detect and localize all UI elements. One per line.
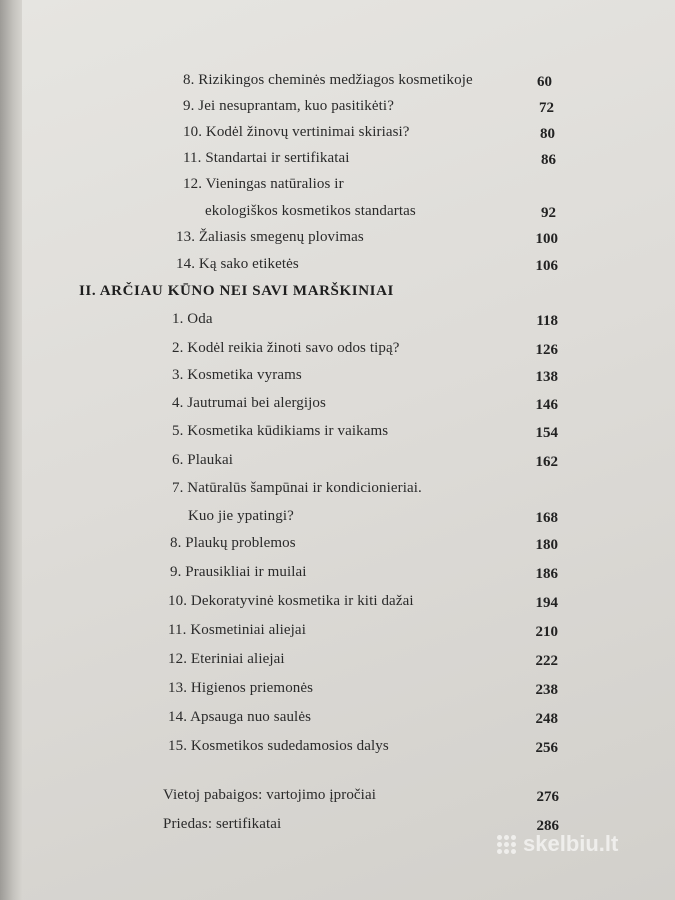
toc-entry: 7. Natūralūs šampūnai ir kondicionieriai. bbox=[172, 480, 422, 496]
toc-entry: 3. Kosmetika vyrams bbox=[172, 367, 302, 383]
toc-page-number: 118 bbox=[536, 313, 558, 329]
toc-page-number: 72 bbox=[539, 100, 554, 116]
toc-entry: 12. Eteriniai aliejai bbox=[168, 651, 285, 667]
toc-page-number: 146 bbox=[535, 397, 558, 413]
toc-entry-continuation: ekologiškos kosmetikos standartas bbox=[205, 203, 416, 219]
toc-page-number: 180 bbox=[535, 537, 558, 553]
toc-entry: 1. Oda bbox=[172, 311, 213, 327]
toc-entry: 15. Kosmetikos sudedamosios dalys bbox=[168, 738, 389, 754]
toc-page-number: 86 bbox=[541, 152, 556, 168]
toc-page-number: 138 bbox=[535, 369, 558, 385]
toc-entry: 11. Kosmetiniai aliejai bbox=[168, 622, 306, 638]
toc-page-number: 286 bbox=[536, 818, 559, 834]
toc-entry: 13. Žaliasis smegenų plovimas bbox=[176, 229, 364, 245]
toc-page-number: 106 bbox=[535, 258, 558, 274]
toc-entry: 8. Plaukų problemos bbox=[170, 535, 296, 551]
toc-entry: 8. Rizikingos cheminės medžiagos kosmetikoje bbox=[183, 72, 473, 88]
section-heading: II. ARČIAU KŪNO NEI SAVI MARŠKINIAI bbox=[79, 283, 394, 299]
toc-page-number: 222 bbox=[535, 653, 558, 669]
toc-entry: Vietoj pabaigos: vartojimo įpročiai bbox=[163, 787, 376, 803]
toc-page-number: 238 bbox=[535, 682, 558, 698]
toc-page-number: 256 bbox=[535, 740, 558, 756]
toc-page-number: 194 bbox=[535, 595, 558, 611]
toc-entry-continuation: Kuo jie ypatingi? bbox=[188, 508, 294, 524]
book-spine-shadow bbox=[0, 0, 22, 900]
toc-page-number: 168 bbox=[535, 510, 558, 526]
toc-page-number: 100 bbox=[535, 231, 558, 247]
toc-entry: 12. Vieningas natūralios ir bbox=[183, 176, 344, 192]
toc-entry: 9. Prausikliai ir muilai bbox=[170, 564, 307, 580]
watermark-text: skelbiu.lt bbox=[523, 831, 619, 856]
toc-page-number: 126 bbox=[535, 342, 558, 358]
toc-page-number: 154 bbox=[535, 425, 558, 441]
toc-entry: 10. Dekoratyvinė kosmetika ir kiti dažai bbox=[168, 593, 414, 609]
toc-page-number: 162 bbox=[535, 454, 558, 470]
toc-entry: 14. Ką sako etiketės bbox=[176, 256, 299, 272]
toc-entry: 13. Higienos priemonės bbox=[168, 680, 314, 696]
toc-page-number: 210 bbox=[535, 624, 558, 640]
toc-page-number: 186 bbox=[535, 566, 558, 582]
toc-page-number: 92 bbox=[541, 205, 556, 221]
toc-entry: 2. Kodėl reikia žinoti savo odos tipą? bbox=[172, 340, 400, 356]
toc-entry: 6. Plaukai bbox=[172, 452, 233, 468]
watermark-logo bbox=[497, 830, 618, 858]
toc-entry: Priedas: sertifikatai bbox=[163, 816, 282, 832]
toc-entry: 14. Apsauga nuo saulės bbox=[168, 709, 312, 725]
toc-entry: 9. Jei nesuprantam, kuo pasitikėti? bbox=[183, 98, 394, 114]
toc-entry: 4. Jautrumai bei alergijos bbox=[172, 395, 326, 411]
toc-page-number: 80 bbox=[540, 126, 555, 142]
toc-page-number: 60 bbox=[537, 74, 552, 90]
toc-entry: 11. Standartai ir sertifikatai bbox=[183, 150, 350, 166]
toc-entry: 5. Kosmetika kūdikiams ir vaikams bbox=[172, 423, 389, 439]
dots-icon bbox=[497, 835, 516, 854]
toc-page-number: 248 bbox=[535, 711, 558, 727]
toc-entry: 10. Kodėl žinovų vertinimai skiriasi? bbox=[183, 124, 410, 140]
toc-page-number: 276 bbox=[536, 789, 559, 805]
